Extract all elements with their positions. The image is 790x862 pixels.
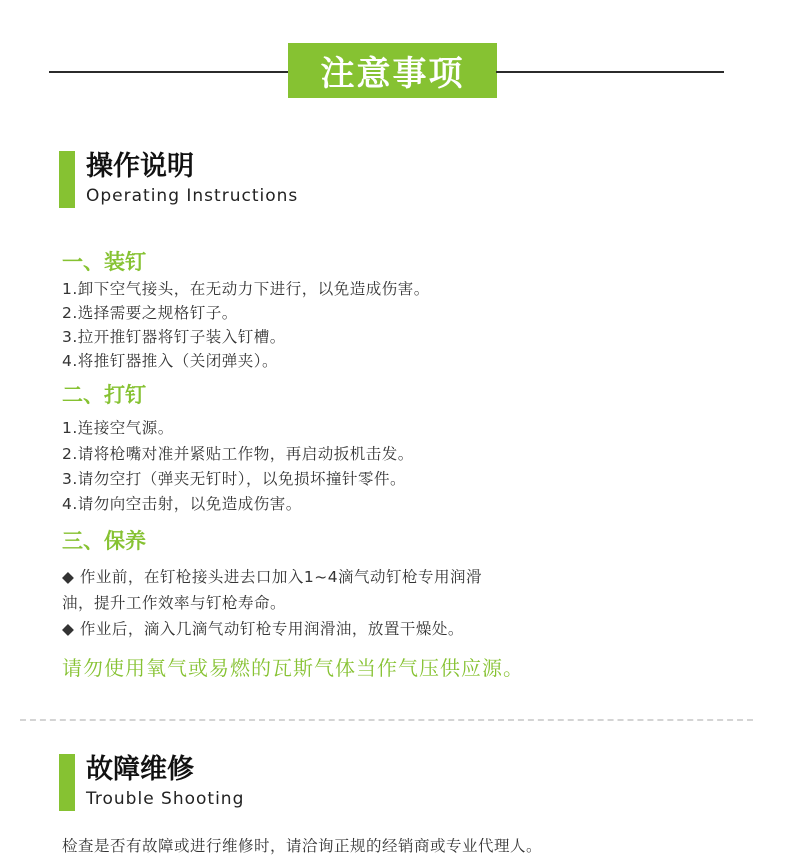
list-item: 1.卸下空气接头，在无动力下进行，以免造成伤害。	[62, 280, 430, 298]
operating-subtitle: Operating Instructions	[86, 186, 299, 206]
section-divider	[20, 719, 753, 721]
page-title: 注意事项	[288, 43, 497, 98]
section-accent-bar	[59, 754, 75, 811]
list-item: 油，提升工作效率与钉枪寿命。	[62, 594, 287, 612]
list-item: 3.拉开推钉器将钉子装入钉槽。	[62, 328, 286, 346]
list-item: 1.连接空气源。	[62, 419, 174, 437]
trouble-text: 检查是否有故障或进行维修时，请洽询正规的经销商或专业代理人。	[62, 837, 543, 855]
firing-title: 二、打钉	[62, 383, 146, 407]
list-item: 2.请将枪嘴对准并紧贴工作物，再启动扳机击发。	[62, 445, 414, 463]
loading-title: 一、装钉	[62, 250, 146, 274]
warning-text: 请勿使用氧气或易燃的瓦斯气体当作气压供应源。	[62, 656, 524, 680]
section-accent-bar	[59, 151, 75, 208]
list-item: 4.将推钉器推入（关闭弹夹）。	[62, 352, 279, 370]
operating-title: 操作说明	[86, 151, 194, 182]
list-item: 3.请勿空打（弹夹无钉时），以免损坏撞针零件。	[62, 470, 407, 488]
header-rule-right	[496, 71, 724, 73]
trouble-title: 故障维修	[86, 754, 194, 785]
list-item: 4.请勿向空击射，以免造成伤害。	[62, 495, 302, 513]
header-rule-left	[49, 71, 289, 73]
list-item: ◆ 作业前，在钉枪接头进去口加入1~4滴气动钉枪专用润滑	[62, 568, 483, 586]
trouble-subtitle: Trouble Shooting	[86, 789, 245, 809]
list-item: 2.选择需要之规格钉子。	[62, 304, 238, 322]
maintenance-title: 三、保养	[62, 529, 146, 553]
list-item: ◆ 作业后，滴入几滴气动钉枪专用润滑油，放置干燥处。	[62, 620, 464, 638]
